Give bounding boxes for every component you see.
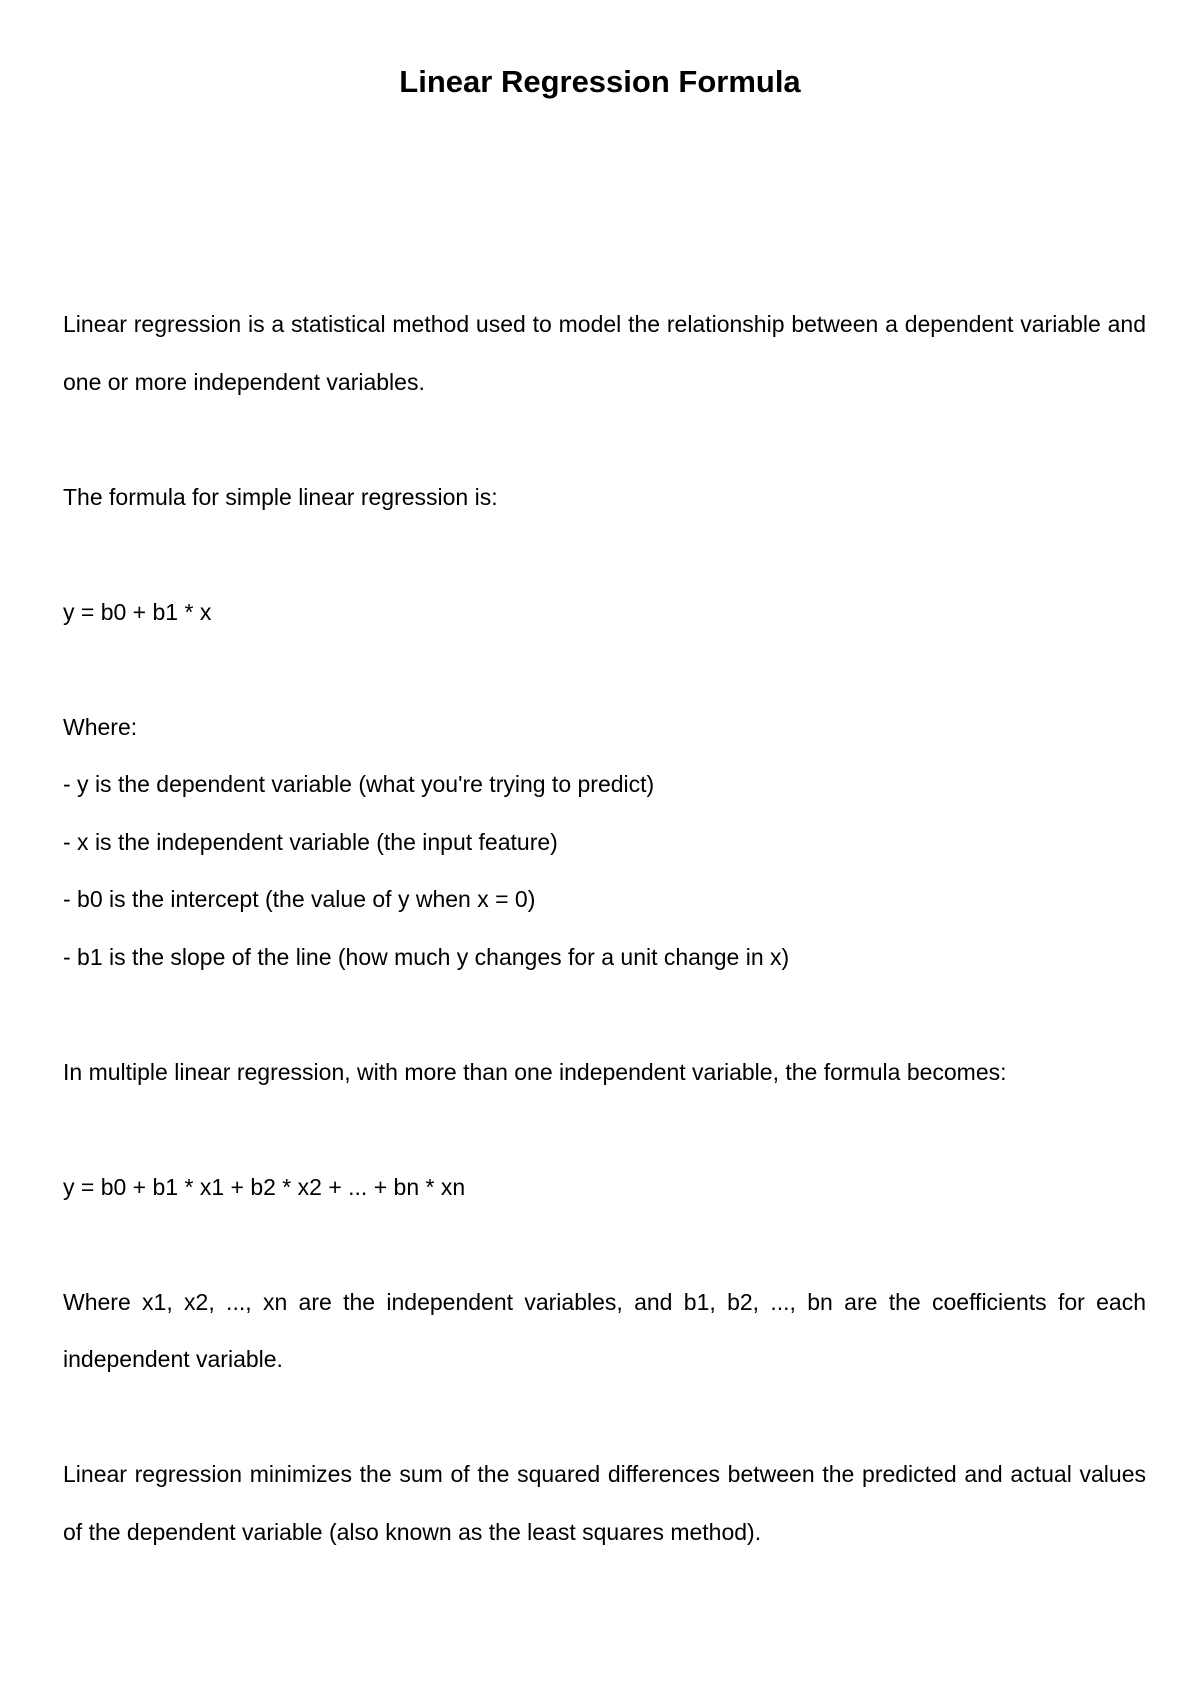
definition-item: - y is the dependent variable (what you're trying to predict) [63,771,655,797]
multiple-formula: y = b0 + b1 * x1 + b2 * x2 + ... + bn * xn [63,1173,466,1200]
page-title: Linear Regression Formula [399,64,801,99]
simple-formula-lead: The formula for simple linear regression is: [63,483,498,510]
document-body [63,296,1146,1561]
multiple-where-paragraph: Where x1, x2, ..., xn are the independent variables, and b1, b2, ..., bn are the coefficients for each independent variable. [63,1288,1146,1372]
definition-item: - b0 is the intercept (the value of y when x = 0) [63,886,536,912]
multiple-formula-lead: In multiple linear regression, with more than one independent variable, the formula becomes: [63,1058,1007,1085]
where-label: Where: [63,713,138,740]
intro-paragraph: Linear regression is a statistical method used to model the relationship between a dependent variable and one or more independent variables. [63,311,1146,395]
definition-item: - x is the independent variable (the input feature) [63,828,558,855]
simple-formula: y = b0 + b1 * x [63,598,212,625]
closing-paragraph: Linear regression minimizes the sum of the squared differences between the predicted and actual values of the dependent variable (also known as the least squares method). [63,1461,1146,1545]
definition-item: - b1 is the slope of the line (how much y changes for a unit change in x) [63,943,790,970]
